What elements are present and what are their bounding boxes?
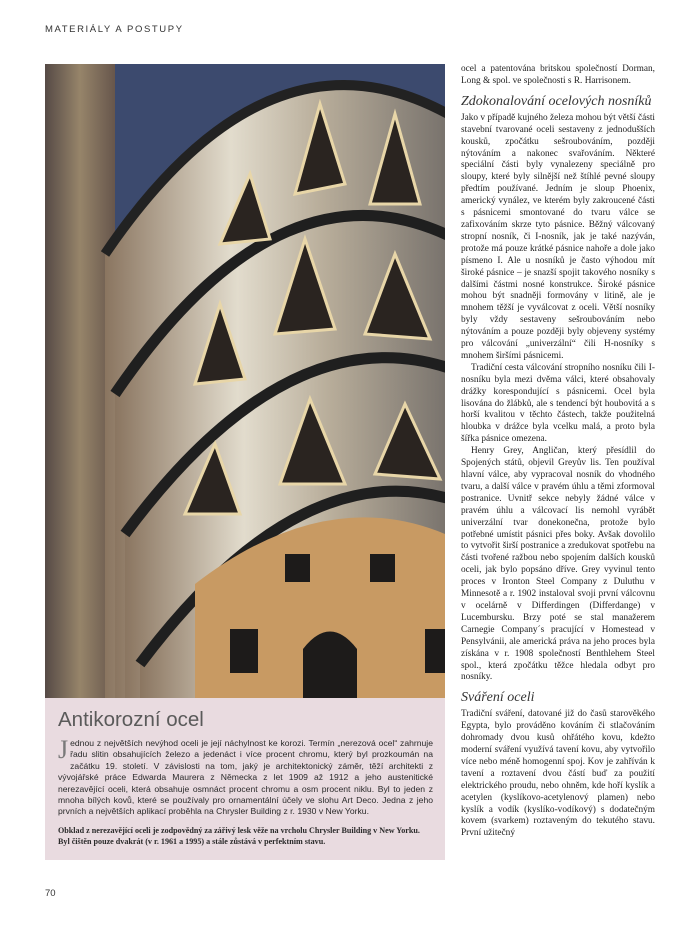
running-head: MATERIÁLY A POSTUPY	[45, 24, 184, 35]
text-column	[461, 64, 655, 840]
chrysler-building-photo	[45, 64, 445, 698]
sidebar-body	[58, 735, 433, 818]
column-intro: ocel a patentována britskou společností Dorman, Long & spol. ve společnosti s R. Harrisonem.	[461, 64, 655, 86]
sidebar-title: Antikorozní ocel	[58, 708, 204, 731]
paragraph-1: Jako v případě kujného železa mohou být větší části stavební tvarované oceli sestaveny z jednodušších kousků, zpočátku sešroubováním, později nýtováním a nakonec svařováním. Některé speciální části byly vynalezeny speciálně pro sloupy, které byly silnější než štíhlé pevné sloupy předtím používané. Jedním je sloup Phoenix, americký vynález, ve kterém byly zakroucené části s pásnicemi smontované do tvaru válce se zafixováním skrze tyto pásnice. Běžný válcovaný stropní nosník, či I-nosník, jak je také nazýván, protože má pouze krátké pásnice nahoře a dole jako písmeno I. Ale u nosníků je často výhodou mít široké pásnice – je snazší spojit takového nosníky s dalšími částmi nosné konstrukce. Široké pásnice mohou být snadněji formovány v litině, ale je mnohem těžší je vyválcovat z oceli. Větší nosníky byly vždy sestaveny sešroubováním nebo nýtováním a pouze později byly objeveny systémy pro válcování „univerzální“ čili H-nosníky s mnohem širšími pásnicemi.	[461, 112, 655, 361]
sidebar-body-text: ednou z největších nevýhod oceli je její náchylnost ke korozi. Termín „nerezová ocel“ zahrnuje řadu slitin obsahujících železo a jedenáct i více procent chromu, který byl prozkoumán na začátku 19. století. V závislosti na tom, jaký je architektonický záměr, těží architekti z vývojářské práce Edwarda Maurera z Německa z let 1909 až 1912 a jeho austenitické nerezavějící oceli, která obsahuje osmnáct procent chromu a osm procent niklu. Byl to jeden z mnoha bílých kovů, které se používaly pro ornamentální účely ve slohu Art Deco. Jedna z jeho prvních a největších aplikací proběhla na Chrysler Building z r. 1930 v New Yorku.	[58, 738, 433, 817]
stainless-steel-sidebar	[45, 698, 445, 860]
paragraph-4: Tradiční sváření, datované již do časů starověkého Egypta, bylo prováděno kováním či stlačováním dohromady dvou kusů ohřátého kovu, kdežto moderní sváření využívá tavení kovu, aby vytvořilo více nebo méně homogenní spoj. Kov je zahříván k tavení a roztavení dvou částí buď za použití elektrického proudu, nebo ohněm, kde hoří kyslík a acetylen (kyslíkovo-acetylenový plamen) nebo kyslík a vodík (kyslíko-vodíkový) s dodatečným kovem (svarkem) roztaveným do tekutého stavu. První užitečný	[461, 709, 655, 839]
section-heading-welding: Sváření oceli	[461, 690, 535, 706]
chrysler-spire-illustration	[45, 64, 445, 698]
section-heading-steel-beams: Zdokonalování ocelových nosníků	[461, 93, 652, 109]
paragraph-3: Henry Grey, Angličan, který přesídlil do Spojených států, objevil Greyův lis. Ten používal hlavní válce, aby vypracoval nosník do vhodného tvaru, a další válce v pravém úhlu a těmi zformoval postranice. Uvnitř sekce nebyly žádné válce v pravém úhlu a válcovací lis nemohl vyrábět univerzální tvar donekonečna, protože bylo potřebné umístit pásnici přes boky. Avšak dovolilo to vytvořit širší postranice a zredukovat spotřebu na části tvořené ražbou nebo spojením dalších kousků oceli, jak bylo popsáno dříve. Grey vyvinul tento proces v Ironton Steel Company z Duluthu v Minnesotě a r. 1902 instaloval svoji první válcovnu v ocelárně v Differdingen (Differdange) v Lucembursku. Brzy poté se stal manažerem Carnegie Company´s pracující v Homestead v Pensylvánii, ale americká práva na jeho proces byla získána v r. 1908 společností Benthlehem Steel spol., která zpočátku těžce hledala odbyt pro nosníky.	[461, 446, 655, 683]
sidebar-dropcap: J	[58, 735, 69, 764]
photo-caption: Obklad z nerezavějící oceli je zodpovědný za zářivý lesk věže na vrcholu Chrysler Building v New Yorku. Byl čištěn pouze dvakrát (v r. 1961 a 1995) a stále zůstává v perfektním stavu.	[58, 825, 420, 847]
page-number: 70	[45, 888, 56, 899]
paragraph-2: Tradiční cesta válcování stropního nosníku čili I-nosníku byla mezi dvěma válci, které obsahovaly drážky korespondující s pásnicemi. Ocel byla lisována do žlábků, ale s tendencí být houbovitá a s horší kvalitou v těchto částech, takže použitelná hloubka v drážce byla vcelku malá, a proto byla šířka pásnice omezena.	[461, 362, 655, 445]
